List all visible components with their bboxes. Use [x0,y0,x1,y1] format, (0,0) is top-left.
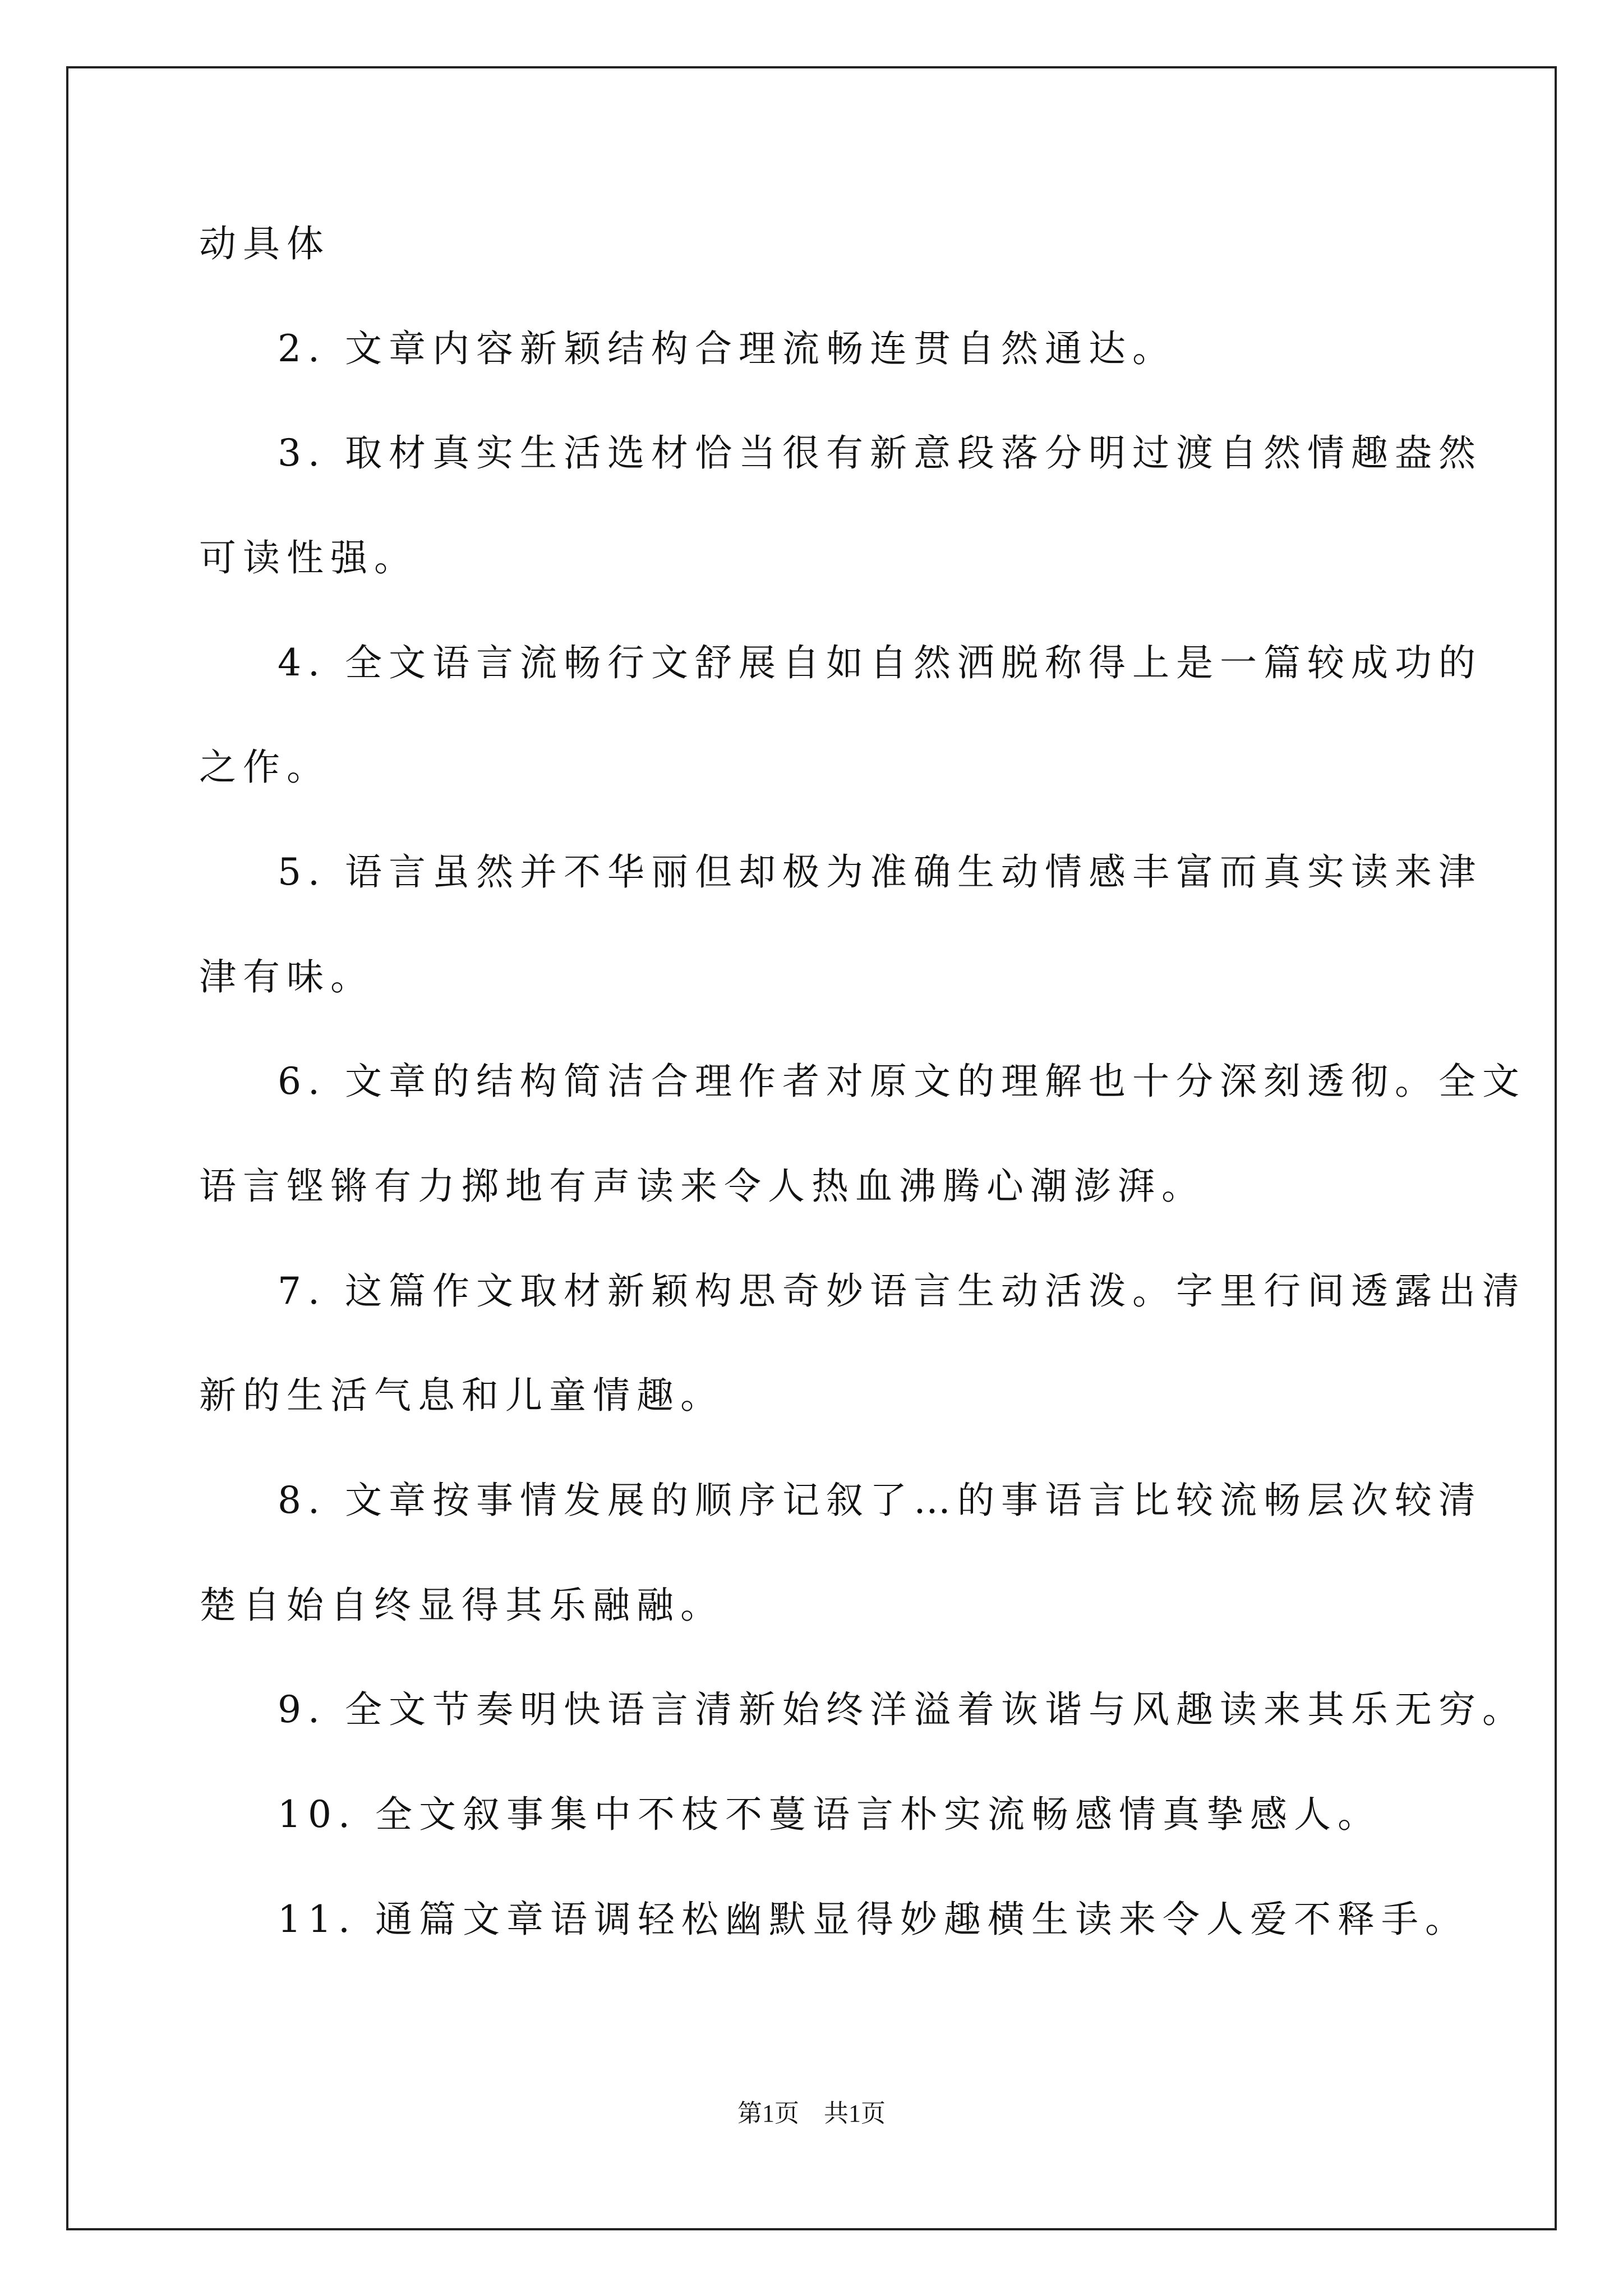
text-line: 语言铿锵有力掷地有声读来令人热血沸腾心潮澎湃。 [199,1165,1205,1208]
text-line: 7. 这篇作文取材新颖构思奇妙语言生动活泼。字里行间透露出清 [278,1269,1526,1313]
text-line: 9. 全文节奏明快语言清新始终洋溢着诙谐与风趣读来其乐无穷。 [278,1688,1526,1731]
text-line: 10. 全文叙事集中不枝不蔓语言朴实流畅感情真挚感人。 [278,1793,1381,1836]
text-line: 6. 文章的结构简洁合理作者对原文的理解也十分深刻透彻。全文 [278,1060,1526,1103]
text-line: 5. 语言虽然并不华丽但却极为准确生动情感丰富而真实读来津 [278,850,1482,894]
text-line: 3. 取材真实生活选材恰当很有新意段落分明过渡自然情趣盎然 [278,431,1482,475]
text-line: 楚自始自终显得其乐融融。 [199,1584,724,1627]
text-line: 11. 通篇文章语调轻松幽默显得妙趣横生读来令人爱不释手。 [278,1898,1469,1941]
text-line: 新的生活气息和儿童情趣。 [199,1374,724,1417]
text-line: 4. 全文语言流畅行文舒展自如自然洒脱称得上是一篇较成功的 [278,641,1482,684]
text-line: 8. 文章按事情发展的顺序记叙了…的事语言比较流畅层次较清 [278,1479,1482,1522]
text-line: 动具体 [199,222,330,265]
text-line: 2. 文章内容新颖结构合理流畅连贯自然通达。 [278,327,1176,370]
text-line: 可读性强。 [199,536,418,579]
text-line: 津有味。 [199,955,374,999]
page-footer: 第1页 共1页 [737,2100,886,2127]
text-line: 之作。 [199,746,330,789]
